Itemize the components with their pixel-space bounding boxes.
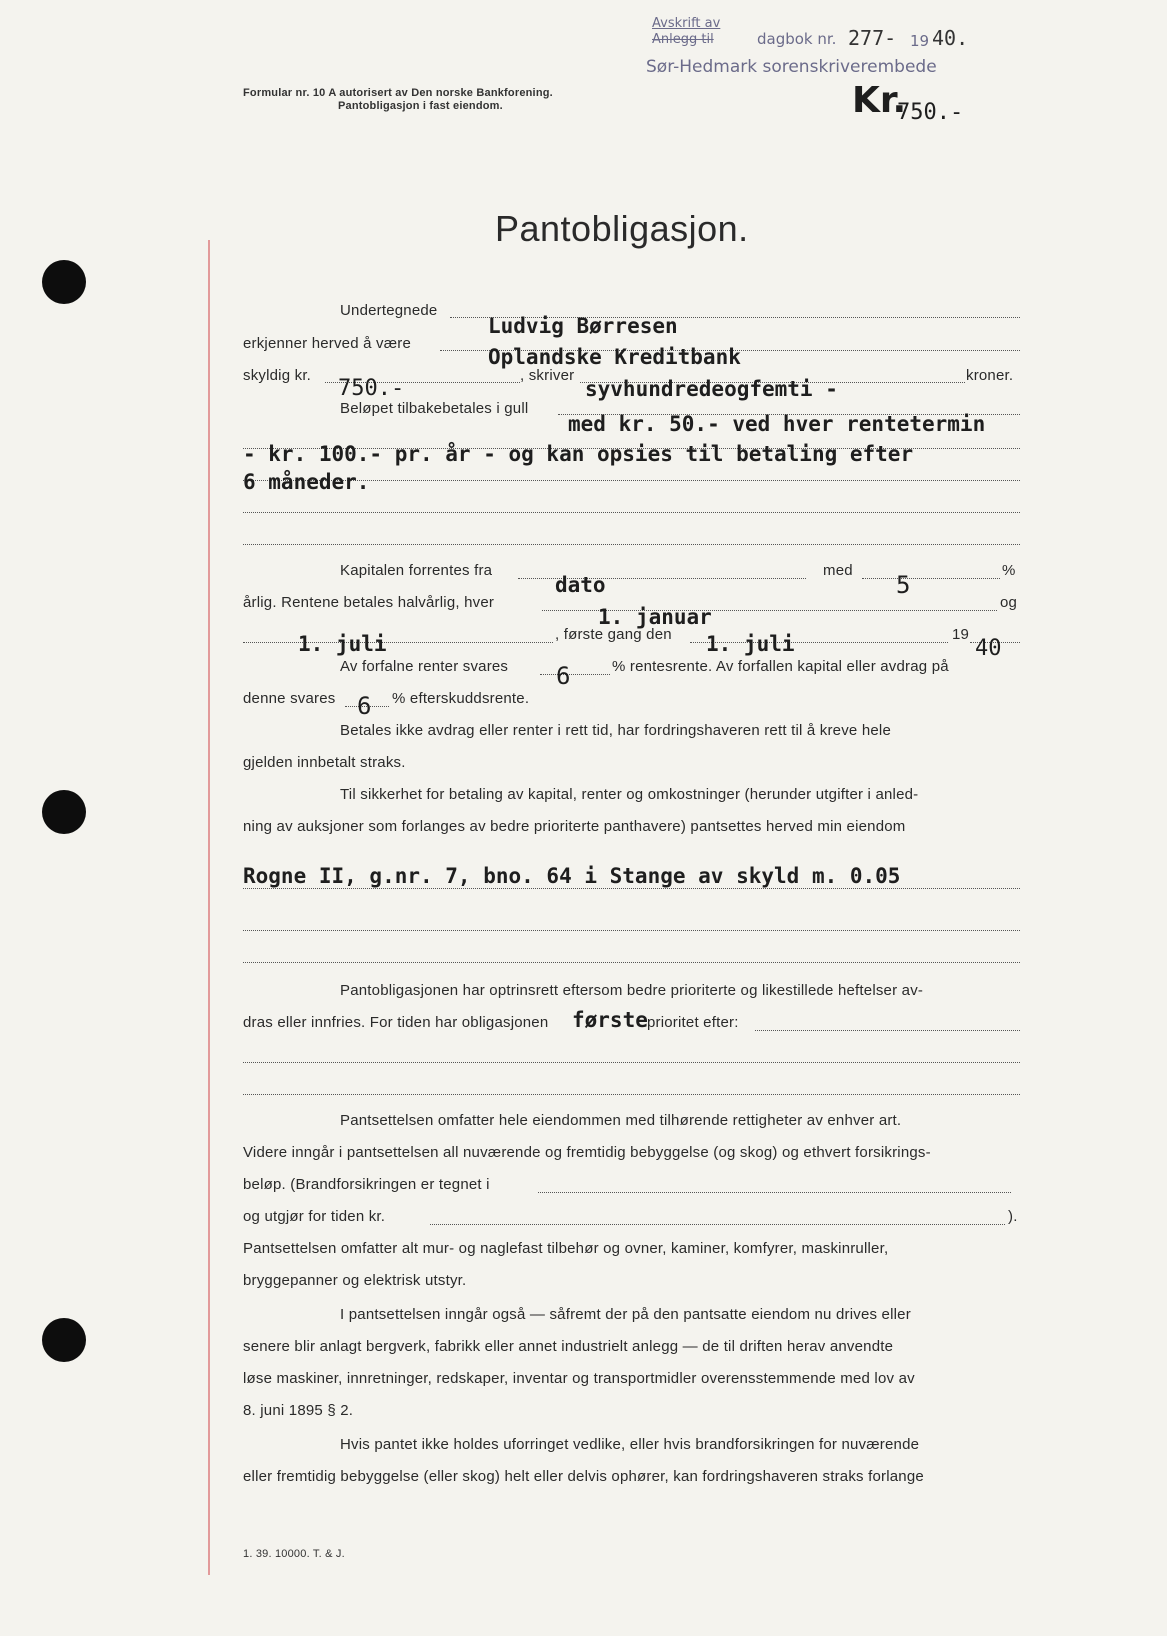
betales-line-1: Betales ikke avdrag eller renter i rett tid, har fordringshaveren rett til å kreve hele [340, 722, 891, 739]
belop-value-1: med kr. 50.- ved hver rentetermin [568, 412, 986, 436]
eiendom-value: Rogne II, g.nr. 7, bno. 64 i Stange av skyld m. 0.05 [243, 864, 901, 888]
sikkerhet-line-2: ning av auksjoner som forlanges av bedre prioriterte panthavere) pantsettes herved min eiendom [243, 818, 906, 835]
erkjenner-label: erkjenner herved å være [243, 335, 412, 352]
forste-gang-value: 1. juli [706, 632, 795, 656]
document-title: Pantobligasjon. [495, 208, 749, 249]
prioritet-value: første [572, 1008, 648, 1032]
arlig-value: 1. januar [598, 605, 712, 629]
omfatter-line-4-end: ). [1008, 1208, 1018, 1225]
og-label: og [1000, 594, 1018, 611]
belop-label: Beløpet tilbakebetales i gull [340, 400, 529, 417]
kapital-label: Kapitalen forrentes fra [340, 562, 493, 579]
betales-line-2: gjelden innbetalt straks. [243, 754, 406, 771]
med-value: 5 [896, 571, 911, 599]
hvis-line-2: eller fremtidig bebyggelse (eller skog) helt eller delvis ophører, kan fordringshaveren straks forlange [243, 1468, 924, 1485]
prioritet-line-3 [243, 1094, 1020, 1095]
skyldig-value: 750.- [338, 376, 405, 401]
forfalne-label: Av forfalne renter svares [340, 658, 509, 675]
kapital-value: dato [555, 573, 606, 597]
optrinsrett-line-2a: dras eller innfries. For tiden har obligasjonen [243, 1014, 549, 1031]
inngar-line-4: 8. juni 1895 § 2. [243, 1402, 354, 1419]
inngar-line-1: I pantsettelsen inngår også — såfremt der på den pantsatte eiendom nu drives eller [340, 1306, 911, 1323]
inngar-line-2: senere blir anlagt bergverk, fabrikk eller annet industrielt anlegg — de til driften herav anvendte [243, 1338, 894, 1355]
undertegnede-label: Undertegnede [340, 302, 438, 319]
optrinsrett-line-2b: prioritet efter: [647, 1014, 739, 1031]
forste-year-value: 40 [975, 636, 1002, 661]
skriver-label: , skriver [520, 367, 575, 384]
pct-symbol: % [1002, 562, 1016, 579]
print-code: 1. 39. 10000. T. & J. [243, 1548, 345, 1560]
juli-value: 1. juli [298, 632, 387, 656]
med-line [862, 578, 1000, 579]
forfalne-line [540, 674, 610, 675]
formular-line-1: Formular nr. 10 A autorisert av Den norske Bankforening. [243, 87, 553, 99]
year-prefix: 19 [952, 626, 970, 643]
denne-value: 6 [357, 692, 372, 720]
stamp-avskrift: Avskrift av [652, 16, 721, 31]
stamp-sorenskriver: Sør-Hedmark sorenskriverembede [646, 57, 937, 77]
denne-label: denne svares [243, 690, 336, 707]
punch-hole-top [42, 260, 86, 304]
sikkerhet-line-1: Til sikkerhet for betaling av kapital, renter og omkostninger (herunder utgifter i anled- [340, 786, 919, 803]
inngar-line-3: løse maskiner, innretninger, redskaper, inventar og transportmidler overensstemmende med lov av [243, 1370, 915, 1387]
undertegnede-value: Ludvig Børresen [488, 314, 678, 338]
med-label: med [823, 562, 853, 579]
forste-gang-label: , første gang den [555, 626, 672, 643]
belop-value-2: - kr. 100.- pr. år - og kan opsies til betaling efter [243, 442, 914, 466]
punch-hole-bottom [42, 1318, 86, 1362]
prioritet-line [755, 1030, 1020, 1031]
prioritet-line-2 [243, 1062, 1020, 1063]
stamp-year-prefix: 19 [910, 32, 930, 50]
dagbok-number: 277- [848, 26, 897, 50]
hvis-line-1: Hvis pantet ikke holdes uforringet vedlike, eller hvis brandforsikringen for nuværende [340, 1436, 920, 1453]
omfatter-line-1: Pantsettelsen omfatter hele eiendommen med tilhørende rettigheter av enhver art. [340, 1112, 902, 1129]
brandforsikring-line [538, 1192, 1011, 1193]
rentesrente-text: % rentesrente. Av forfallen kapital eller avdrag på [612, 658, 949, 675]
optrinsrett-line-1: Pantobligasjonen har optrinsrett eftersom bedre prioriterte og likestillede heftelser av- [340, 982, 924, 999]
belop-value-3: 6 måneder. [243, 470, 370, 494]
omfatter-line-3: beløp. (Brandforsikringen er tegnet i [243, 1176, 490, 1193]
blank-line-2 [243, 544, 1020, 545]
amount-header: 750.- [897, 100, 964, 125]
utgjor-line [430, 1224, 1005, 1225]
omfatter-line-4: og utgjør for tiden kr. [243, 1208, 386, 1225]
amount-kr-prefix: Kr. [852, 80, 907, 121]
skyldig-label: skyldig kr. [243, 367, 312, 384]
efterskudd-text: % efterskuddsrente. [392, 690, 530, 707]
formular-line-2: Pantobligasjon i fast eiendom. [338, 100, 503, 112]
eiendom-line-2 [243, 930, 1020, 931]
omfatter-line-2: Videre inngår i pantsettelsen all nuværende og fremtidig bebyggelse (og skog) og ethvert forsikrings- [243, 1144, 931, 1161]
arlig-label: årlig. Rentene betales halvårlig, hver [243, 594, 495, 611]
erkjenner-value: Oplandske Kreditbank [488, 345, 741, 369]
skriver-value: syvhundredeogfemti - [585, 377, 838, 401]
dagbok-year: 40. [932, 26, 969, 50]
margin-line [208, 240, 210, 1575]
omfatter-line-6: bryggepanner og elektrisk utstyr. [243, 1272, 467, 1289]
omfatter-line-5: Pantsettelsen omfatter alt mur- og naglefast tilbehør og ovner, kaminer, komfyrer, maskinruller, [243, 1240, 889, 1257]
juli-line [243, 642, 553, 643]
stamp-dagbok: dagbok nr. [757, 30, 837, 48]
eiendom-line-3 [243, 962, 1020, 963]
punch-hole-middle [42, 790, 86, 834]
stamp-anlegg: Anlegg til [652, 32, 714, 47]
forfalne-value: 6 [556, 662, 571, 690]
eiendom-line-1 [243, 888, 1020, 889]
kroner-label: kroner. [966, 367, 1014, 384]
blank-line-1 [243, 512, 1020, 513]
